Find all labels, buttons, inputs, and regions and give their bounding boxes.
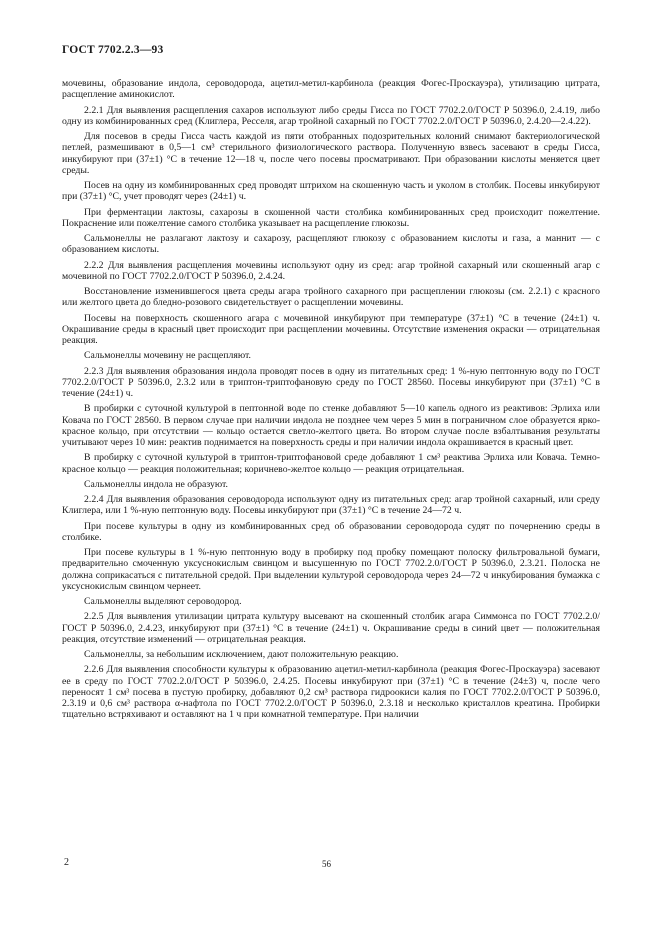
paragraph: В пробирки с суточной культурой в пептонной воде по стенке добавляют 5—10 капель одного из реактивов: Эрлиха или Ковача по ГОСТ 28560. В первом случае при наличии индола не позднее чем через 5 мин в пограничном слое образуется ярко-красное кольцо, при отсутствии — кольцо остается светло-желтого цвета. Во втором случае после взбалтывания результаты учитывают через 10 мин: реактив поднимается на поверхность среды и при наличии индола окрашивается в красный цвет. <box>62 403 600 448</box>
paragraph: Посевы на поверхность скошенного агара с мочевиной инкубируют при температуре (37±1) °С в течение (24±1) ч. Окрашивание среды в красный цвет происходит при расщеплении мочевины. Отсутствие изменения окраски — отрицательная реакция. <box>62 312 600 346</box>
paragraph: Для посевов в среды Гисса часть каждой из пяти отобранных подозрительных колоний снимают бактериологической петлей, размешивают в 0,5—1 см³ стерильного физиологического раствора. Полученную взвесь засевают в среды Гисса, инкубируют при (37±1) °С в течение 12—18 ч, после чего посевы просматривают. При образовании кислоты меняется цвет среды. <box>62 131 600 176</box>
paragraph: мочевины, образование индола, сероводорода, ацетил-метил-карбинола (реакция Фогес-Проскауэра), утилизацию цитрата, расщепление аминокислот. <box>62 78 600 101</box>
paragraph: При посеве культуры в 1 %-ную пептонную воду в пробирку под пробку помещают полоску фильтровальной бумаги, предварительно смоченную уксуснокислым свинцом и высушенную по ГОСТ 7702.2.0/ГОСТ Р 50396.0, 2.3.21. Полоска не должна соприкасаться с питательной средой. При выделении культурой сероводорода через 24—72 ч инкубирования бумажка с уксуснокислым свинцом чернеет. <box>62 547 600 592</box>
document-header: ГОСТ 7702.2.3—93 <box>62 44 164 56</box>
paragraph: При посеве культуры в одну из комбинированных сред об образовании сероводорода судят по почернению среды в столбике. <box>62 520 600 543</box>
paragraph: Восстановление изменившегося цвета среды агара тройного сахарного при расщеплении глюкозы (см. 2.2.1) с красного или желтого цвета до бледно-розового свидетельствует о расщеплении мочевины. <box>62 286 600 309</box>
paragraph: Сальмонеллы мочевину не расщепляют. <box>84 350 251 362</box>
paragraph: Сальмонеллы не разлагают лактозу и сахарозу, расщепляют глюкозу с образованием кислоты и газа, а маннит — с образованием кислоты. <box>62 233 600 256</box>
paragraph: 2.2.4 Для выявления образования сероводорода используют одну из питательных сред: агар тройной сахарный, или среду Клиглера, или 1 %-ную пептонную воду. Посевы инкубируют при (37±1) °С в течение 24—72 ч. <box>62 494 600 517</box>
paragraph: В пробирку с суточной культурой в триптон-триптофановой среде добавляют 1 см³ реактива Эрлиха или Ковача. Темно-красное кольцо — реакция положительная; коричнево-желтое кольцо — реакция отрицательная. <box>62 452 600 475</box>
paragraph: Сальмонеллы индола не образуют. <box>84 478 228 490</box>
paragraph: 2.2.3 Для выявления образования индола проводят посев в одну из питательных сред: 1 %-ную пептонную воду по ГОСТ 7702.2.0/ГОСТ Р 50396.0, 2.3.2 или в триптон-триптофановую среду по ГОСТ 28560. Посевы инкубируют при (37±1) °С в течение (24±1) ч. <box>62 365 600 399</box>
paragraph: Сальмонеллы выделяют сероводород. <box>84 596 242 607</box>
footer-number: 2 <box>64 857 69 868</box>
paragraph: 2.2.6 Для выявления способности культуры к образованию ацетил-метил-карбинола (реакция Фогес-Проскауэра) засевают ее в среду по ГОСТ 7702.2.0/ГОСТ Р 50396.0, 2.4.25. Посевы инкубируют при (37±1) °С в течение (24±3) ч, после чего переносят 1 см³ посева в пустую пробирку, добавляют 0,2 см³ раствора гидроокиси калия по ГОСТ 7702.2.0/ГОСТ Р 50396.0, 2.3.19 и 0,6 см³ раствора α-нафтола по ГОСТ 7702.2.0/ГОСТ Р 50396.0, 2.3.18 и несколько кристаллов креатина. Пробирки тщательно встряхивают и оставляют на 1 ч при комнатной температуре. При наличии <box>62 664 600 721</box>
paragraph: При ферментации лактозы, сахарозы в скошенной части столбика комбинированных сред происходит пожелтение. Покраснение или пожелтение самого столбика указывает на расщепление глюкозы. <box>62 206 600 229</box>
document-body <box>62 78 600 725</box>
paragraph: 2.2.2 Для выявления расщепления мочевины используют одну из сред: агар тройной сахарный или скошенный агар с мочевиной по ГОСТ 7702.2.0/ГОСТ Р 50396.0, 2.4.24. <box>62 259 600 282</box>
paragraph: Посев на одну из комбинированных сред проводят штрихом на скошенную часть и уколом в столбик. Посевы инкубируют при (37±1) °С, учет проводят через (24±1) ч. <box>62 180 600 203</box>
paragraph: 2.2.1 Для выявления расщепления сахаров используют либо среды Гисса по ГОСТ 7702.2.0/ГОСТ Р 50396.0, 2.4.19, либо одну из комбинированных сред (Клиглера, Ресселя, агар тройной сахарный по ГОСТ 7702.2.0/ГОСТ Р 50396.0, 2.4.20—2.4.22). <box>62 104 600 127</box>
page-number: 56 <box>322 859 331 869</box>
paragraph: Сальмонеллы, за небольшим исключением, дают положительную реакцию. <box>84 649 399 660</box>
paragraph: 2.2.5 Для выявления утилизации цитрата культуру высевают на скошенный столбик агара Симмонса по ГОСТ 7702.2.0/ГОСТ Р 50396.0, 2.4.23, инкубируют при (37±1) °С в течение (24±1) ч. Окрашивание среды в синий цвет — положительная реакция, отсутствие изменений — отрицательная реакция. <box>62 611 600 645</box>
